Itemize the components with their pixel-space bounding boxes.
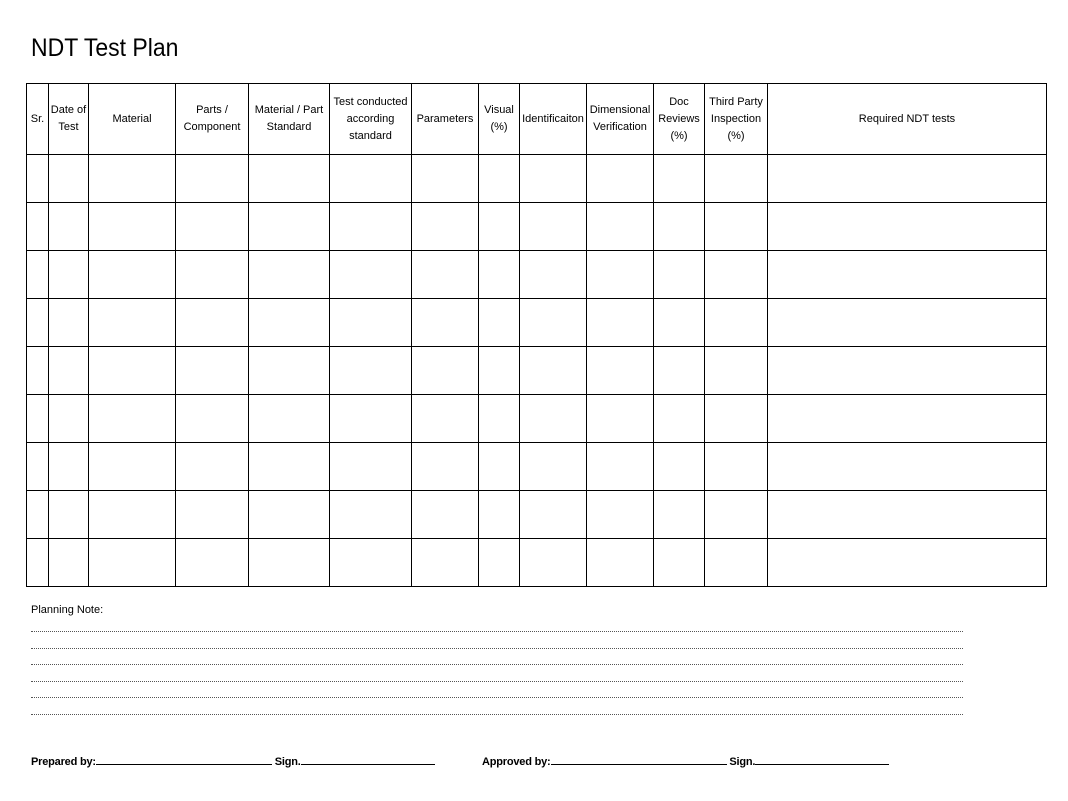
table-cell[interactable] [654,251,705,299]
table-cell[interactable] [27,155,49,203]
table-cell[interactable] [768,347,1047,395]
table-cell[interactable] [768,539,1047,587]
column-header [479,84,520,155]
approved-by-block [482,755,889,768]
table-cell[interactable] [654,539,705,587]
table-cell[interactable] [479,203,520,251]
column-header-label: Material / Part Standard [254,104,324,133]
table-cell[interactable] [520,203,587,251]
table-cell[interactable] [176,299,249,347]
table-cell[interactable] [654,299,705,347]
table-cell[interactable] [654,203,705,251]
table-cell[interactable] [49,491,89,539]
table-cell[interactable] [249,443,330,491]
table-cell[interactable] [520,395,587,443]
ndt-test-plan-table [26,83,1047,587]
table-cell[interactable] [587,251,654,299]
column-header-label: Doc Reviews (%) [658,95,700,142]
table-cell[interactable] [412,395,479,443]
column-header [768,84,1047,155]
table-cell[interactable] [330,299,412,347]
table-cell[interactable] [330,491,412,539]
table-cell[interactable] [89,491,176,539]
table-cell[interactable] [249,299,330,347]
table-cell[interactable] [89,155,176,203]
table-cell[interactable] [27,395,49,443]
table-cell[interactable] [587,299,654,347]
table-cell[interactable] [330,539,412,587]
table-cell[interactable] [89,395,176,443]
table-cell[interactable] [49,155,89,203]
note-line[interactable] [31,648,963,649]
column-header-label: Required NDT tests [858,112,956,125]
table-cell[interactable] [176,203,249,251]
column-header-label: Sr. [30,112,45,125]
table-cell[interactable] [249,491,330,539]
table-cell[interactable] [176,347,249,395]
approved-by-label: Approved by: [482,756,551,768]
table-cell[interactable] [249,395,330,443]
table-cell[interactable] [520,251,587,299]
table-cell[interactable] [520,347,587,395]
table-cell[interactable] [705,347,768,395]
table-cell[interactable] [520,155,587,203]
table-cell[interactable] [412,251,479,299]
approved-sign-label: Sign. [729,756,756,768]
table-cell[interactable] [249,155,330,203]
table-cell[interactable] [27,347,49,395]
table-cell[interactable] [587,155,654,203]
table-cell[interactable] [705,299,768,347]
table-cell[interactable] [89,539,176,587]
table-cell[interactable] [176,155,249,203]
column-header [89,84,176,155]
table-cell[interactable] [768,203,1047,251]
table-cell[interactable] [520,299,587,347]
table-cell[interactable] [479,539,520,587]
table-cell[interactable] [27,299,49,347]
column-header-label: Visual (%) [484,104,514,133]
prepared-by-label: Prepared by: [31,756,96,768]
prepared-sign-label: Sign. [274,756,301,768]
table-cell[interactable] [768,299,1047,347]
column-header-label: Test conducted according standard [333,95,408,142]
table-cell[interactable] [587,347,654,395]
table-cell[interactable] [479,395,520,443]
table-cell[interactable] [176,395,249,443]
table-cell[interactable] [49,443,89,491]
approved-sign-field[interactable] [755,755,889,765]
table-cell[interactable] [705,539,768,587]
table-cell[interactable] [49,251,89,299]
table-cell[interactable] [587,539,654,587]
table-cell[interactable] [654,347,705,395]
note-line[interactable] [31,681,963,682]
table-cell[interactable] [89,443,176,491]
approved-by-field[interactable] [551,755,727,765]
column-header [412,84,479,155]
table-cell[interactable] [412,155,479,203]
table-cell[interactable] [587,491,654,539]
table-cell[interactable] [479,251,520,299]
table-row [27,395,1047,443]
table-cell[interactable] [768,155,1047,203]
table-cell[interactable] [705,491,768,539]
table-cell[interactable] [176,491,249,539]
table-cell[interactable] [176,443,249,491]
column-header-label: Dimensional Verification [589,104,651,133]
column-header-label: Parameters [416,112,474,125]
table-row [27,491,1047,539]
column-header [520,84,587,155]
table-cell[interactable] [654,443,705,491]
table-cell[interactable] [330,251,412,299]
table-cell[interactable] [705,251,768,299]
table-cell[interactable] [479,347,520,395]
planning-note-label: Planning Note: [31,604,104,616]
table-cell[interactable] [654,491,705,539]
table-cell[interactable] [49,347,89,395]
table-cell[interactable] [249,203,330,251]
table-cell[interactable] [587,203,654,251]
table-row [27,155,1047,203]
table-header-row [27,84,1047,155]
table-row [27,203,1047,251]
column-header-label: Parts / Component [183,104,241,133]
table-cell[interactable] [89,251,176,299]
table-cell[interactable] [330,155,412,203]
table-row [27,299,1047,347]
column-header [176,84,249,155]
table-row [27,347,1047,395]
table-cell[interactable] [89,299,176,347]
table-cell[interactable] [176,251,249,299]
column-header [49,84,89,155]
table-cell[interactable] [176,539,249,587]
column-header [249,84,330,155]
table-cell[interactable] [479,299,520,347]
table-cell[interactable] [89,347,176,395]
table-cell[interactable] [330,203,412,251]
table-cell[interactable] [49,539,89,587]
table-cell[interactable] [479,155,520,203]
column-header-label: Identificaiton [522,112,584,125]
table-cell[interactable] [412,491,479,539]
table-cell[interactable] [705,155,768,203]
column-header-label: Material [112,112,152,125]
column-header [587,84,654,155]
table-cell[interactable] [520,443,587,491]
table-cell[interactable] [587,395,654,443]
table-cell[interactable] [27,539,49,587]
table-cell[interactable] [330,443,412,491]
table-cell[interactable] [330,347,412,395]
table-cell[interactable] [705,395,768,443]
column-header [330,84,412,155]
table-cell[interactable] [654,155,705,203]
note-line[interactable] [31,714,963,715]
table-cell[interactable] [479,491,520,539]
table-cell[interactable] [330,395,412,443]
table-cell[interactable] [249,347,330,395]
table-cell[interactable] [412,539,479,587]
prepared-sign-field[interactable] [301,755,435,765]
table-cell[interactable] [412,203,479,251]
table-cell[interactable] [49,203,89,251]
table-cell[interactable] [249,539,330,587]
note-line[interactable] [31,697,963,698]
column-header [27,84,49,155]
column-header [705,84,768,155]
table-cell[interactable] [705,203,768,251]
prepared-by-block [31,755,435,768]
table-cell[interactable] [49,395,89,443]
table-cell[interactable] [520,539,587,587]
table-cell[interactable] [412,443,479,491]
table-cell[interactable] [479,443,520,491]
note-line[interactable] [31,664,963,665]
table-cell[interactable] [705,443,768,491]
table-cell[interactable] [654,395,705,443]
table-cell[interactable] [49,299,89,347]
table-cell[interactable] [27,443,49,491]
table-cell[interactable] [768,443,1047,491]
table-cell[interactable] [27,491,49,539]
column-header [654,84,705,155]
table-cell[interactable] [27,251,49,299]
prepared-by-field[interactable] [96,755,272,765]
column-header-label: Date of Test [50,104,87,133]
table-cell[interactable] [249,251,330,299]
table-row [27,539,1047,587]
table-cell[interactable] [587,443,654,491]
note-line[interactable] [31,631,963,632]
table-cell[interactable] [412,347,479,395]
table-cell[interactable] [27,203,49,251]
page-title: NDT Test Plan [31,34,179,62]
table-cell[interactable] [768,491,1047,539]
table-cell[interactable] [520,491,587,539]
table-row [27,443,1047,491]
table-cell[interactable] [768,395,1047,443]
table-cell[interactable] [412,299,479,347]
table-row [27,251,1047,299]
table-cell[interactable] [768,251,1047,299]
table-cell[interactable] [89,203,176,251]
column-header-label: Third Party Inspection (%) [709,95,763,142]
